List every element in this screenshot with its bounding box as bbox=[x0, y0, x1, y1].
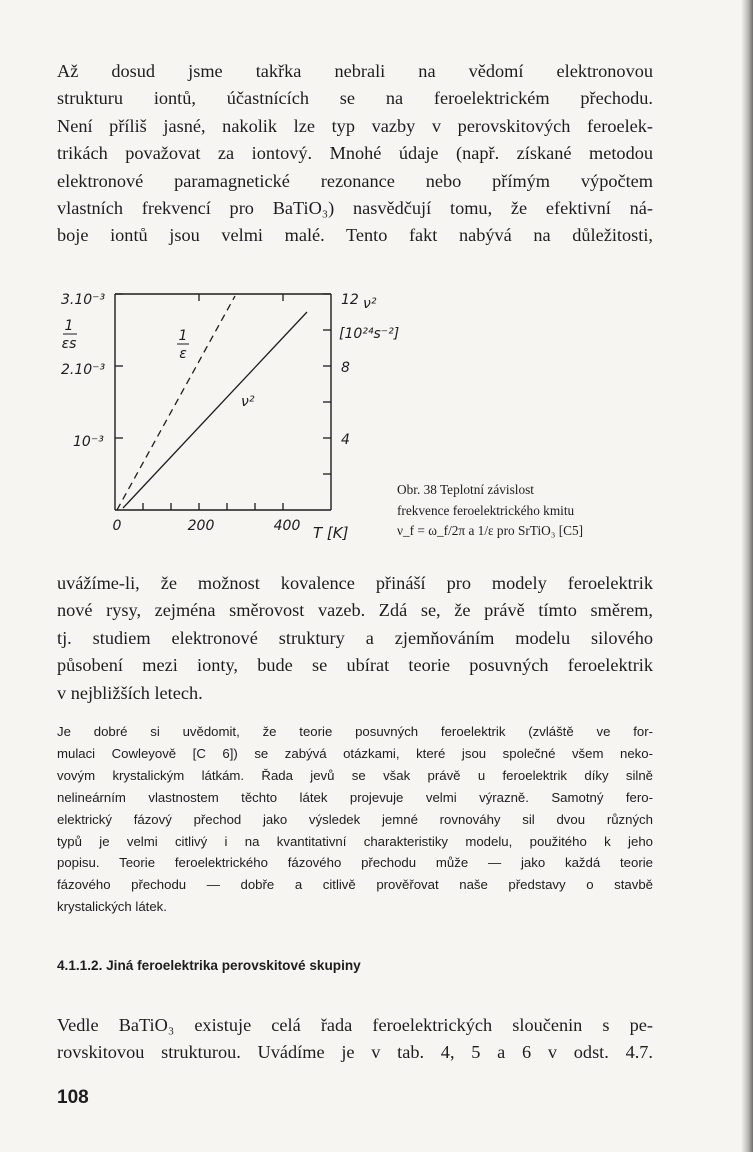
text-line: působení mezi ionty, bude se ubírat teorie posuvných feroelektrik bbox=[57, 655, 653, 676]
text-line: uvážíme-li, že možnost kovalence přináší pro modely feroelektrik bbox=[57, 573, 653, 593]
left-axis-title-numerator: 1 bbox=[64, 318, 74, 334]
page-edge-shadow bbox=[741, 0, 753, 1152]
left-tick-label-2e-3: 2.10⁻³ bbox=[61, 362, 106, 378]
text-line: Vedle BaTiO₃ existuje celá řada feroelektrických sloučenin s pe- bbox=[57, 1015, 653, 1035]
text-line: Není příliš jasné, nakolik lze typ vazby v perovskitových feroelek- bbox=[57, 115, 653, 136]
text-line: mulaci Cowleyově [C 6]) se zabývá otázkami, které jsou společné všem neko- bbox=[57, 745, 653, 761]
paragraph-3 bbox=[57, 1012, 653, 1067]
text-line: vovým krystalickým látkám. Řada jevů se však právě u feroelektrik díky silně bbox=[57, 767, 653, 783]
right-axis-unit: [10²⁴s⁻²] bbox=[339, 326, 400, 342]
text-line: tj. studiem elektronové struktury a zjemňováním modelu silového bbox=[57, 627, 653, 648]
text-line: vlastních frekvencí pro BaTiO₃) nasvědčují tomu, že efektivní ná- bbox=[57, 198, 653, 219]
left-tick-label-1e-3: 10⁻³ bbox=[73, 434, 104, 450]
figure-caption bbox=[397, 480, 653, 542]
text-line: v nejbližších letech. bbox=[57, 682, 203, 703]
text-line: typů je velmi citlivý i na kvantitativní charakteristiky modelu, použitého k jeho bbox=[57, 833, 653, 849]
right-axis-title: ν² bbox=[363, 296, 377, 312]
text-line: elektronové paramagnetické rezonance nebo přímým výpočtem bbox=[57, 170, 653, 191]
text-line: elektrický fázový přechod jako výsledek jemné rovnováhy sil dvou různých bbox=[57, 811, 653, 827]
page-number: 108 bbox=[57, 1087, 89, 1108]
left-axis-title-denominator: εs bbox=[61, 336, 77, 352]
caption-line: ν_f = ω_f/2π a 1/ε pro SrTiO₃ [C5] bbox=[397, 523, 584, 538]
text-line: fázového přechodu — dobře a citlivě prověřovat naše představy o stavbě bbox=[57, 877, 653, 893]
right-tick-label-8: 8 bbox=[341, 360, 350, 376]
section-heading: 4.1.1.2. Jiná feroelektrika perovskitové skupiny bbox=[57, 958, 361, 973]
text-line: popisu. Teorie feroelektrického fázového přechodu může — jako každá teorie bbox=[57, 855, 653, 871]
right-tick-label-12: 12 bbox=[341, 292, 359, 308]
temperature-dependence-figure bbox=[55, 274, 400, 550]
x-tick-label-0: 0 bbox=[112, 518, 122, 534]
x-tick-label-400: 400 bbox=[273, 518, 301, 534]
text-line: krystalických látek. bbox=[57, 899, 167, 915]
text-line: trikách považovat za iontový. Mnohé údaje (např. získané metodou bbox=[57, 143, 653, 164]
caption-line: Obr. 38 Teplotní závislost bbox=[397, 482, 534, 497]
solid-curve-nu-squared bbox=[123, 312, 307, 508]
dashed-curve-inverse-epsilon bbox=[117, 296, 235, 510]
x-axis-title: T [K] bbox=[313, 524, 349, 542]
dashed-curve-label-denominator: ε bbox=[179, 346, 187, 362]
dashed-curve-label-numerator: 1 bbox=[178, 328, 188, 344]
text-line: nelineárním vlastnostem těchto látek projevuje velmi výrazně. Samotný fero- bbox=[57, 789, 653, 805]
caption-line: frekvence feroelektrického kmitu bbox=[397, 502, 575, 518]
x-tick-label-200: 200 bbox=[187, 518, 215, 534]
text-line: rovskitovou strukturou. Uvádíme je v tab. 4, 5 a 6 v odst. 4.7. bbox=[57, 1042, 653, 1063]
right-tick-label-4: 4 bbox=[341, 432, 350, 448]
text-line: boje iontů jsou velmi malé. Tento fakt nabývá na důležitosti, bbox=[57, 225, 653, 246]
text-line: nové rysy, zejména směrovost vazeb. Zdá se, že právě tímto směrem, bbox=[57, 600, 653, 621]
paragraph-1 bbox=[57, 58, 653, 250]
text-line: Je dobré si uvědomit, že teorie posuvných feroelektrik (zvláště ve for- bbox=[57, 724, 653, 739]
small-print-paragraph bbox=[57, 721, 653, 918]
paragraph-2 bbox=[57, 570, 653, 707]
text-line: strukturu iontů, účastnících se na feroelektrickém přechodu. bbox=[57, 88, 653, 109]
text-line: Až dosud jsme takřka nebrali na vědomí elektronovou bbox=[57, 61, 653, 81]
solid-curve-label: ν² bbox=[241, 394, 255, 410]
left-tick-label-3e-3: 3.10⁻³ bbox=[61, 292, 106, 308]
